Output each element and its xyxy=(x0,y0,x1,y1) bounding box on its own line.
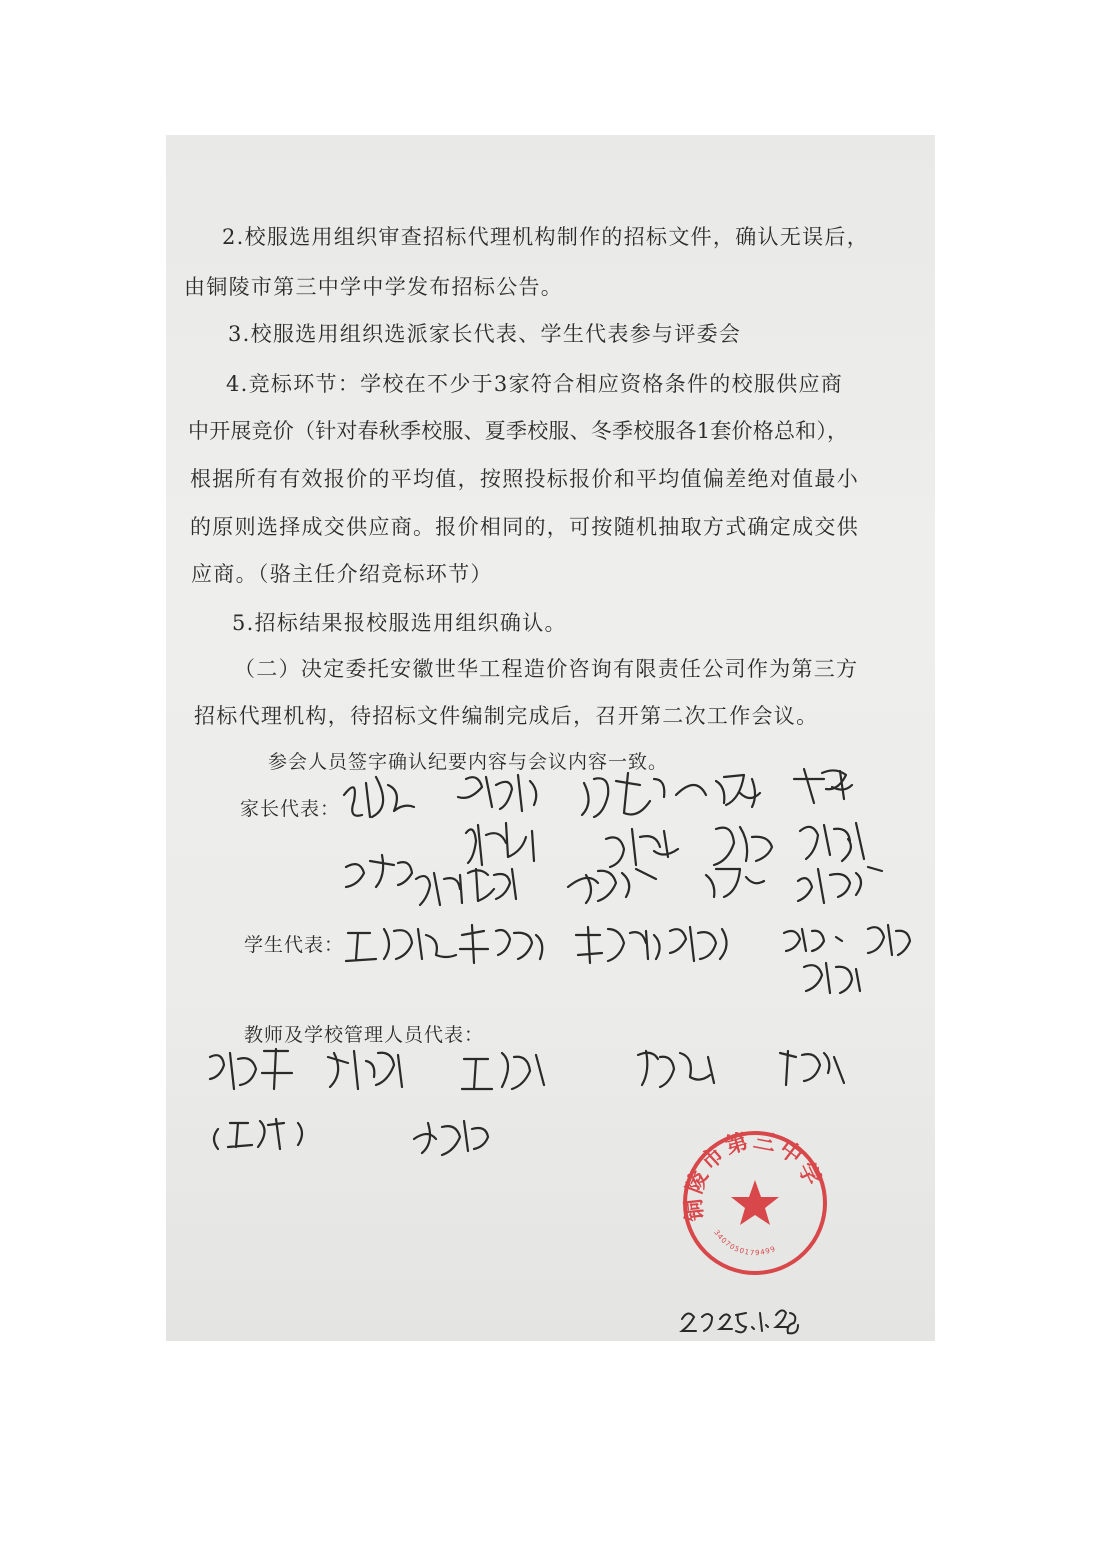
paragraph-item-4-cont-4: 应商。（骆主任介绍竞标环节） xyxy=(191,562,493,586)
paragraph-section-2-cont: 招标代理机构，待招标文件编制完成后，召开第二次工作会议。 xyxy=(194,704,819,728)
students-label: 学生代表： xyxy=(244,934,345,956)
student-signatures xyxy=(336,915,935,1035)
teachers-label: 教师及学校管理人员代表： xyxy=(244,1024,485,1046)
paragraph-item-3: 3.校服选用组织选派家长代表、学生代表参与评委会 xyxy=(228,322,742,346)
svg-text:3407050179499 xyxy=(712,1229,777,1258)
document-photo xyxy=(166,135,935,1341)
paragraph-section-2: （二）决定委托安徽世华工程造价咨询有限责任公司作为第三方 xyxy=(234,657,859,681)
seal-graphic xyxy=(680,1128,830,1278)
confirmation-text: 参会人员签字确认纪要内容与会议内容一致。 xyxy=(268,751,669,773)
parent-signatures xyxy=(336,765,935,925)
paragraph-item-4-cont-1: 中开展竞价（针对春秋季校服、夏季校服、冬季校服各1套价格总和）， xyxy=(188,419,849,443)
paragraph-item-2-cont: 由铜陵市第三中学中学发布招标公告。 xyxy=(184,275,564,299)
star-icon xyxy=(731,1180,779,1225)
paragraph-item-2: 2.校服选用组织审查招标代理机构制作的招标文件，确认无误后， xyxy=(222,225,870,249)
seal-code: 3407050179499 xyxy=(712,1228,778,1258)
paragraph-item-5: 5.招标结果报校服选用组织确认。 xyxy=(232,611,567,635)
seal-text: 铜陵市第三中学 xyxy=(681,1128,827,1223)
parents-label: 家长代表： xyxy=(240,798,341,820)
official-seal xyxy=(680,1128,830,1278)
paragraph-item-4-cont-3: 的原则选择成交供应商。报价相同的，可按随机抽取方式确定成交供 xyxy=(190,515,859,539)
paragraph-item-4-cont-2: 根据所有有效报价的平均值，按照投标报价和平均值偏差绝对值最小 xyxy=(190,467,859,491)
paragraph-item-4: 4.竞标环节：学校在不少于3家符合相应资格条件的校服供应商 xyxy=(226,372,844,396)
handwritten-date xyxy=(676,1297,806,1337)
